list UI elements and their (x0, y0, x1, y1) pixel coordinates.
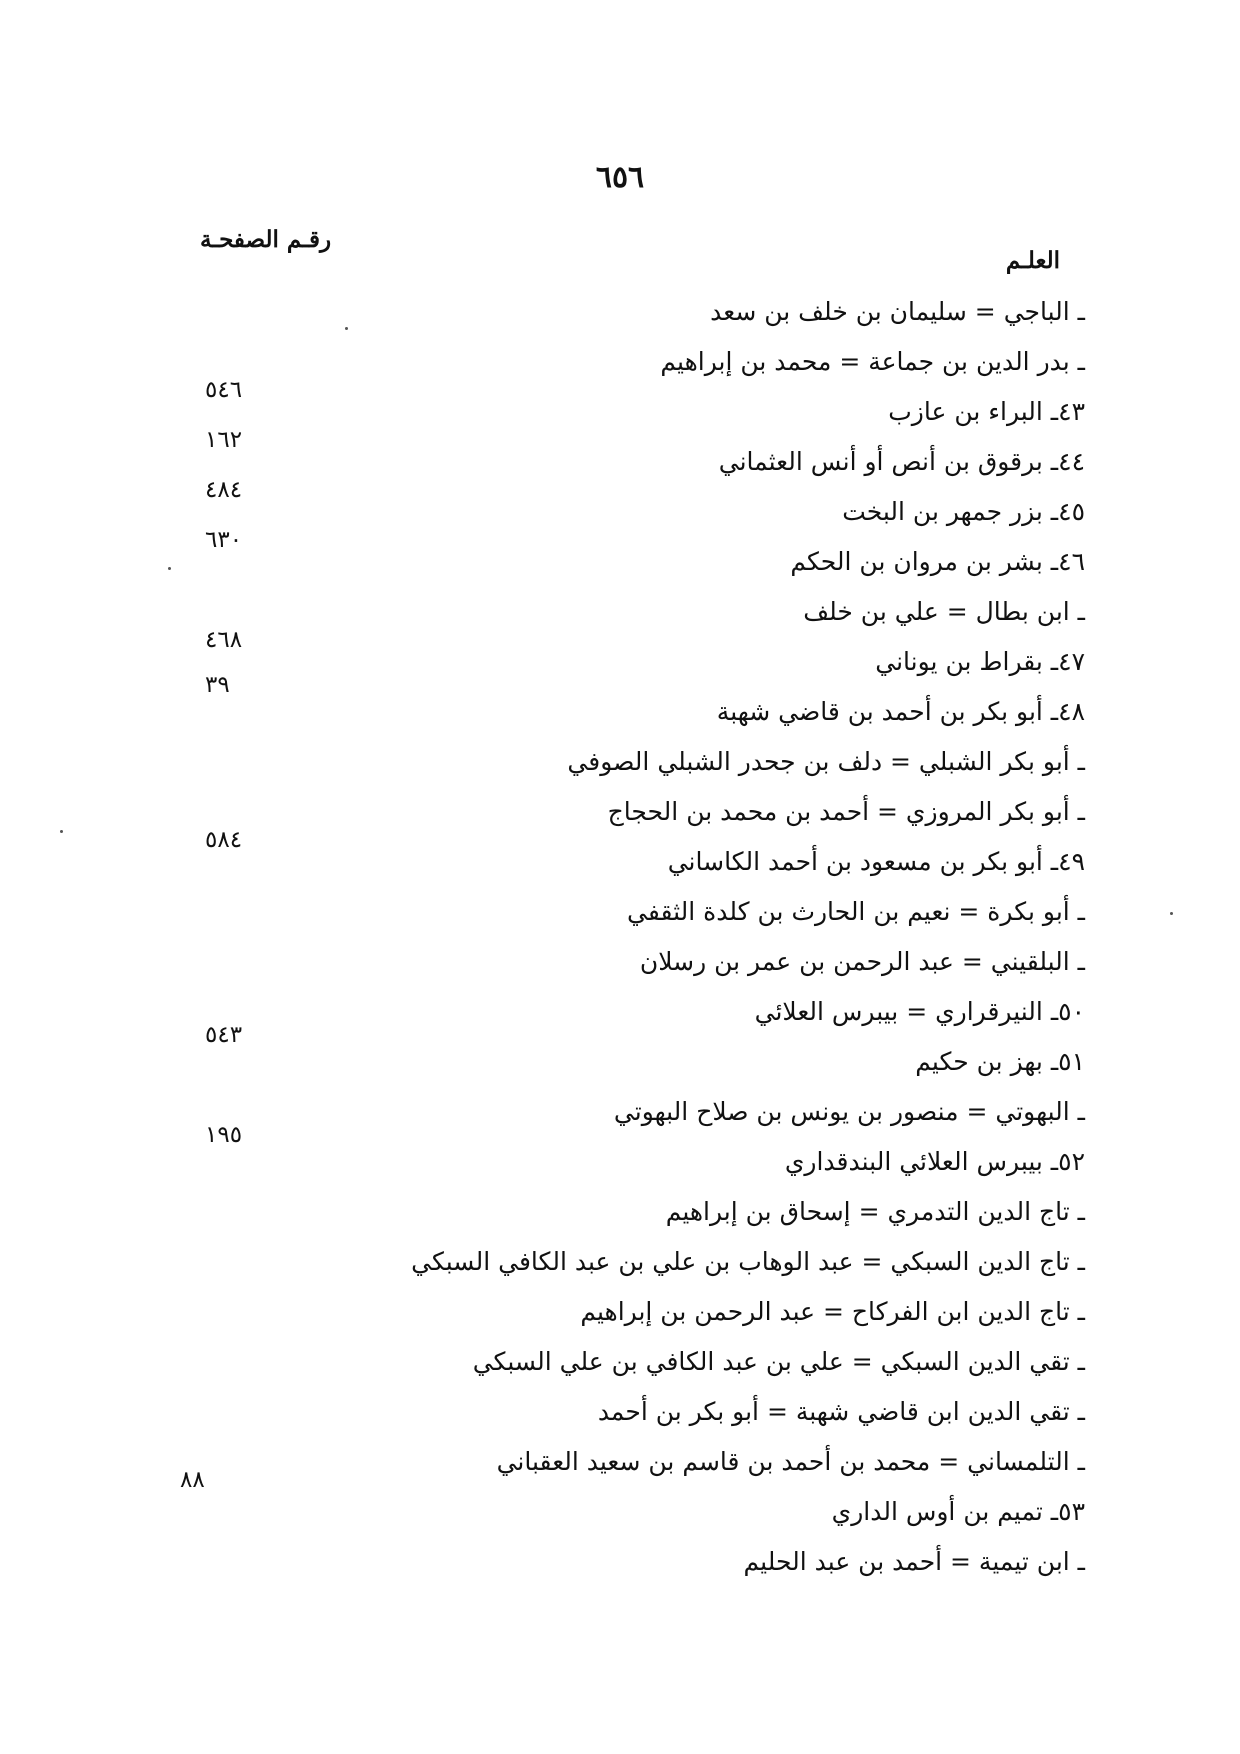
index-entry: ـ تاج الدين السبكي = عبد الوهاب بن علي بن عبد الكافي السبكي (411, 1247, 1085, 1276)
index-entry: ٥١ـ بهز بن حكيم (915, 1047, 1085, 1076)
index-entry: ـ أبو بكر المروزي = أحمد بن محمد بن الحجاج (607, 797, 1085, 826)
index-entry: ـ أبو بكر الشبلي = دلف بن جحدر الشبلي الصوفي (567, 747, 1085, 776)
column-header-name: العلـم (1005, 247, 1060, 274)
index-entry: ٥٢ـ بيبرس العلائي البندقداري (784, 1147, 1085, 1176)
index-entry: ـ ابن تيمية = أحمد بن عبد الحليم (743, 1547, 1085, 1576)
entry-page-number: ١٩٥ (205, 1122, 243, 1148)
index-entry: ٤٣ـ البراء بن عازب (888, 397, 1085, 426)
index-entry: ٤٩ـ أبو بكر بن مسعود بن أحمد الكاساني (667, 847, 1085, 876)
index-entry: ٤٦ـ بشر بن مروان بن الحكم (790, 547, 1085, 576)
entry-page-number: ٨٨ (180, 1467, 205, 1493)
index-entry: ـ التلمساني = محمد بن أحمد بن قاسم بن سعيد العقباني (496, 1447, 1085, 1476)
index-entry: ٤٨ـ أبو بكر بن أحمد بن قاضي شهبة (716, 697, 1085, 726)
column-header-page-number: رقـم الصفحـة (200, 226, 332, 253)
entry-page-number: ٥٤٣ (205, 1022, 243, 1048)
index-entry: ـ تاج الدين التدمري = إسحاق بن إبراهيم (665, 1197, 1085, 1226)
index-entry: ٥٠ـ النيرقراري = بيبرس العلائي (754, 997, 1085, 1026)
scan-speck (1170, 912, 1173, 915)
index-entry: ـ الباجي = سليمان بن خلف بن سعد (710, 297, 1085, 326)
entry-page-number: ٦٣٠ (205, 527, 243, 553)
index-entry: ـ تقي الدين ابن قاضي شهبة = أبو بكر بن أحمد (597, 1397, 1085, 1426)
index-entry: ـ بدر الدين بن جماعة = محمد بن إبراهيم (660, 347, 1085, 376)
entry-page-number: ١٦٢ (205, 427, 243, 453)
index-entry: ٤٥ـ بزر جمهر بن البخت (842, 497, 1085, 526)
index-entry: ـ ابن بطال = علي بن خلف (803, 597, 1085, 626)
entry-page-number: ٤٨٤ (205, 477, 243, 503)
index-entry: ـ تاج الدين ابن الفركاح = عبد الرحمن بن إبراهيم (580, 1297, 1085, 1326)
index-entry: ـ أبو بكرة = نعيم بن الحارث بن كلدة الثقفي (626, 897, 1085, 926)
scan-speck (168, 567, 171, 570)
index-entry: ٤٧ـ بقراط بن يوناني (875, 647, 1085, 676)
scan-speck (345, 327, 348, 330)
entry-page-number: ٥٨٤ (205, 827, 243, 853)
scan-speck (60, 830, 63, 833)
index-entry: ـ تقي الدين السبكي = علي بن عبد الكافي بن علي السبكي (472, 1347, 1085, 1376)
page-number: ٦٥٦ (595, 160, 645, 195)
entry-page-number: ٥٤٦ (205, 377, 243, 403)
entry-page-number: ٣٩ (205, 672, 230, 698)
index-entry: ٤٤ـ برقوق بن أنص أو أنس العثماني (718, 447, 1085, 476)
index-entry: ـ البهوتي = منصور بن يونس بن صلاح البهوتي (613, 1097, 1085, 1126)
entry-page-number: ٤٦٨ (205, 627, 243, 653)
index-entry: ـ البلقيني = عبد الرحمن بن عمر بن رسلان (639, 947, 1085, 976)
index-entry: ٥٣ـ تميم بن أوس الداري (831, 1497, 1085, 1526)
